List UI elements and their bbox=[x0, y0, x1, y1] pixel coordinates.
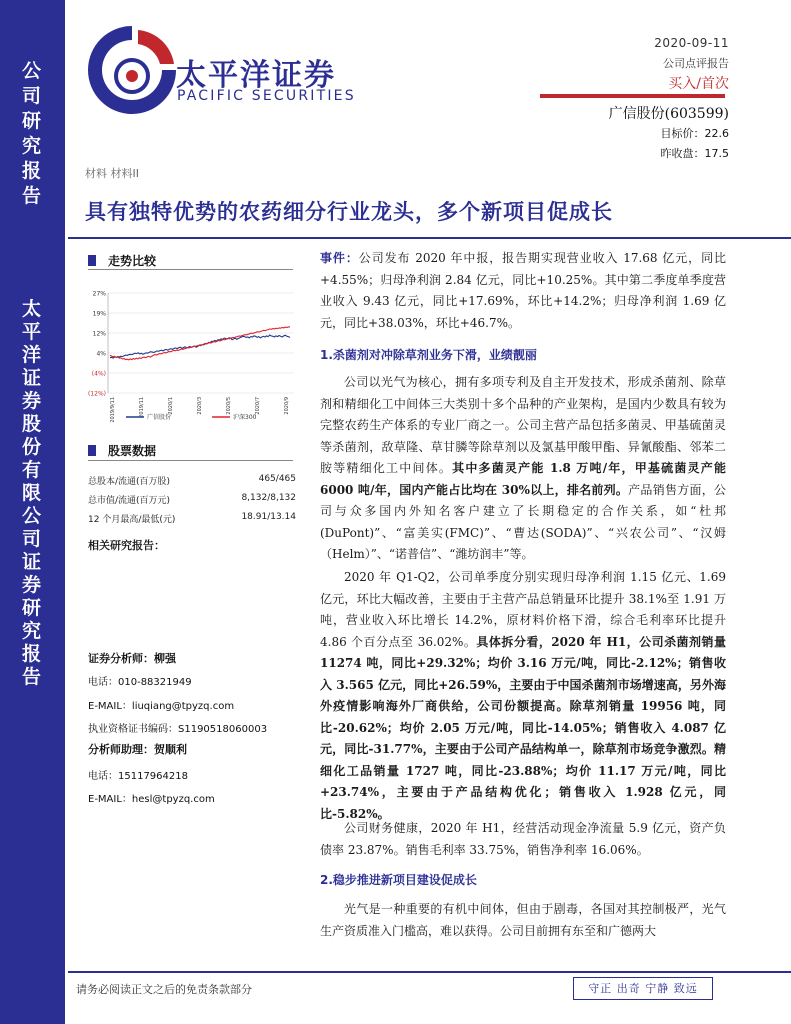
analyst-1-name: 证券分析师：柳强 bbox=[88, 652, 176, 665]
stock-data-value: 8,132/8,132 bbox=[241, 493, 296, 503]
report-date: 2020-09-11 bbox=[654, 36, 729, 50]
x-tick-label: 2020/3 bbox=[197, 397, 203, 415]
stock-trend-chart bbox=[88, 285, 298, 425]
p1-text-bold: 其中多菌灵产能 1.8 万吨/年，甲基硫菌灵产能 6000 吨/年，国内产能占比均在 30%以上，排名前列。 bbox=[320, 461, 726, 497]
analyst-1-cert: 执业资格证书编码：S1190518060003 bbox=[88, 724, 268, 735]
stock-data-section-heading bbox=[88, 442, 156, 459]
stock-data-value: 465/465 bbox=[258, 474, 296, 484]
industry-label: 材料 材料II bbox=[85, 167, 139, 180]
y-tick-label: (12%) bbox=[88, 390, 106, 398]
paragraph-3: 公司财务健康，2020 年 H1，经营活动现金净流量 5.9 亿元，资产负债率 23.87%。销售毛利率 33.75%，销售净利率 16.06%。 bbox=[320, 821, 726, 857]
sidebar-char: 券 bbox=[21, 390, 43, 412]
p2-text-bold: 具体拆分看，2020 年 H1，公司杀菌剂销量 11274 吨，同比+29.32%；均价 3.16 万元/吨，同比-2.12%；销售收入 3.565 亿元，同比+26.59%，主要由于中国杀菌剂市场增速高，另外海外疫情影响海外厂商供给，公司份额提高。除草剂销量 19956 吨，同比-20.62%；均价 2.05 万元/吨，同比-14.05%；销售收入 4.087 亿元，同比-31.77%，主要由于公司产品结构单一，除草剂市场竞争激烈。精细化工品销量 1727 吨，同比-23.88%；均价 11.17 万元/吨，同比+23.74%，主要由于产品结构优化；销售收入 1.928 亿元，同比-5.82%。 bbox=[320, 634, 726, 821]
sidebar-char: 研 bbox=[21, 110, 43, 132]
sidebar-char: 研 bbox=[21, 597, 43, 619]
y-tick-label: 12% bbox=[92, 330, 106, 338]
related-reports-heading: 相关研究报告： bbox=[88, 539, 165, 552]
paragraph-1 bbox=[320, 372, 726, 566]
stock-data-key: 总市值/流通(百万元) bbox=[88, 496, 171, 506]
sidebar-char: 股 bbox=[21, 413, 43, 435]
left-sidebar bbox=[0, 0, 65, 1024]
sidebar-char: 告 bbox=[21, 185, 43, 207]
event-label: 事件： bbox=[320, 251, 359, 265]
x-tick-label: 2020/9 bbox=[284, 397, 290, 415]
y-tick-label: 27% bbox=[92, 290, 106, 298]
y-tick-label: 19% bbox=[92, 310, 106, 318]
sidebar-char: 公 bbox=[21, 60, 43, 82]
sidebar-char: 限 bbox=[21, 482, 43, 504]
report-type: 公司点评报告 bbox=[663, 57, 729, 70]
trend-heading-text: 走势比较 bbox=[108, 254, 157, 268]
footer-rule bbox=[68, 971, 791, 973]
analyst-2-email: E-MAIL：hesl@tpyzq.com bbox=[88, 794, 215, 805]
sidebar-char: 有 bbox=[21, 459, 43, 481]
x-tick-label: 2020/1 bbox=[168, 397, 174, 415]
sidebar-char: 证 bbox=[21, 367, 43, 389]
pacific-securities-logo-icon bbox=[82, 20, 182, 124]
subheading-1: 1.杀菌剂对冲除草剂业务下滑，业绩靓丽 bbox=[320, 348, 537, 362]
sidebar-company-name bbox=[0, 300, 65, 691]
previous-close: 昨收盘：17.5 bbox=[660, 147, 729, 160]
y-tick-label: (4%) bbox=[91, 370, 106, 378]
analyst-2-phone: 电话：15117964218 bbox=[88, 771, 188, 782]
brand-name-en: PACIFIC SECURITIES bbox=[177, 88, 356, 104]
sidebar-char: 告 bbox=[21, 666, 43, 688]
series-line-hs300 bbox=[110, 327, 290, 360]
header-red-divider bbox=[540, 94, 725, 98]
event-paragraph bbox=[320, 248, 726, 334]
sidebar-char: 公 bbox=[21, 505, 43, 527]
stock-data-heading-text: 股票数据 bbox=[108, 444, 157, 458]
sidebar-char: 报 bbox=[21, 643, 43, 665]
stock-data-heading-rule bbox=[88, 460, 293, 461]
rating: 买入/首次 bbox=[668, 76, 729, 92]
p1-text-a: 公司以光气为核心，拥有多项专利及自主开发技术，形成杀菌剂、除草剂和精细化工中间体三大类别十多个品种的产业架构，是国内少数具有较为完整农药生产体系的专业厂商之一。公司主营产品包括多菌灵、甲基硫菌灵等杀菌剂，敌草隆、草甘膦等除草剂以及氯基甲酸甲酯、异氰酸酯、邻苯二胺等精细化工中间体。 bbox=[320, 375, 726, 475]
paragraph-4: 光气是一种重要的有机中间体，但由于剧毒，各国对其控制极严，光气生产资质准入门槛高，难以获得。公司目前拥有东至和广德两大 bbox=[320, 902, 726, 938]
footer-motto: 守正 出奇 宁静 致远 bbox=[573, 977, 713, 1000]
target-price: 目标价：22.6 bbox=[660, 127, 729, 140]
stock-name-code: 广信股份(603599) bbox=[608, 106, 729, 122]
event-text: 公司发布 2020 年中报，报告期实现营业收入 17.68 亿元，同比+4.55%；归母净利润 2.84 亿元，同比+10.25%。其中第二季度单季度营业收入 9.43 亿元，同比+17.69%，环比+14.2%；归母净利润 1.69 亿元，同比+38.03%，环比+46.7%。 bbox=[320, 251, 726, 330]
sidebar-char: 份 bbox=[21, 436, 43, 458]
sidebar-char: 洋 bbox=[21, 344, 43, 366]
x-tick-label: 2019/9/11 bbox=[110, 397, 116, 423]
footer-disclaimer: 请务必阅读正文之后的免责条款部分 bbox=[76, 983, 252, 996]
section-bullet-icon bbox=[88, 255, 96, 266]
sidebar-report-type bbox=[0, 62, 65, 212]
analyst-1-phone: 电话：010-88321949 bbox=[88, 677, 192, 688]
title-divider bbox=[68, 237, 791, 239]
paragraph-2 bbox=[320, 567, 726, 825]
sidebar-char: 报 bbox=[21, 160, 43, 182]
p1-text-c: 产品销售方面，公司与众多国内外知名客户建立了长期稳定的合作关系，如“杜邦(DuPont)”、“富美实(FMC)”、“曹达(SODA)”、“兴农公司”、“汉姆（Helm）”、“诺普信”、“潍坊润丰”等。 bbox=[320, 482, 726, 561]
sidebar-char: 司 bbox=[21, 528, 43, 550]
sidebar-char: 司 bbox=[21, 85, 43, 107]
stock-data-key: 总股本/流通(百万股) bbox=[88, 477, 171, 487]
sidebar-char: 究 bbox=[21, 620, 43, 642]
stock-data-value: 18.91/13.14 bbox=[241, 512, 296, 522]
sidebar-char: 平 bbox=[21, 321, 43, 343]
brand-name-cn: 太平洋证券 bbox=[176, 58, 336, 93]
legend-label: 沪深300 bbox=[233, 414, 257, 421]
section-bullet-icon bbox=[88, 445, 96, 456]
report-headline: 具有独特优势的农药细分行业龙头，多个新项目促成长 bbox=[85, 199, 613, 224]
sidebar-char: 究 bbox=[21, 135, 43, 157]
x-tick-label: 2020/5 bbox=[226, 397, 232, 415]
series-line-guangxin bbox=[110, 335, 290, 358]
x-tick-label: 2019/11 bbox=[139, 397, 145, 418]
y-tick-label: 4% bbox=[96, 350, 106, 358]
sidebar-char: 券 bbox=[21, 574, 43, 596]
sidebar-char: 太 bbox=[21, 298, 43, 320]
stock-data-key: 12 个月最高/最低(元) bbox=[88, 515, 176, 525]
legend-label: 广信股份 bbox=[147, 414, 172, 421]
p2-text-a: 2020 年 Q1-Q2，公司单季度分别实现归母净利润 1.15 亿元、1.69 亿元，环比大幅改善，主要由于主营产品总销量环比提升 38.1%至 1.91 万吨，营业收入环比增长 14.2%，原材料价格下滑，综合毛利率环比提升 4.86 个百分点至 36.02%。 bbox=[320, 570, 726, 649]
subheading-2: 2.稳步推进新项目建设促成长 bbox=[320, 873, 477, 887]
analyst-1-email: E-MAIL：liuqiang@tpyzq.com bbox=[88, 701, 235, 712]
sidebar-char: 证 bbox=[21, 551, 43, 573]
trend-section-heading bbox=[88, 252, 156, 269]
x-tick-label: 2020/7 bbox=[255, 397, 261, 415]
analyst-2-name: 分析师助理：贺顺利 bbox=[88, 743, 187, 756]
trend-heading-rule bbox=[88, 269, 293, 270]
